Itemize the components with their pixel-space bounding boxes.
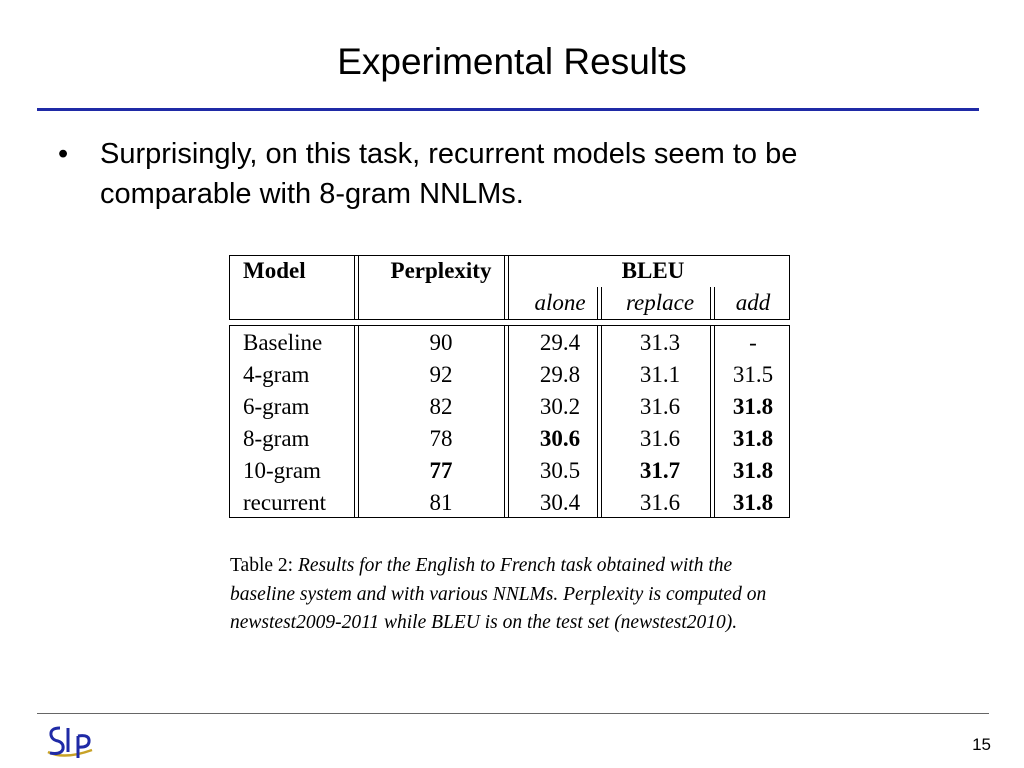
cell-replace: 31.1 <box>639 362 681 387</box>
cell-replace: 31.6 <box>639 394 681 419</box>
slide-title: Experimental Results <box>337 41 687 82</box>
bullet-text-line: Surprisingly, on this task, recurrent models seem to be <box>100 138 798 170</box>
table-row <box>229 455 791 487</box>
cell-alone: 29.8 <box>539 362 581 387</box>
cell-perplexity: 78 <box>429 426 453 451</box>
cell-add: 31.5 <box>732 362 774 387</box>
bullet-text <box>100 134 958 214</box>
cell-alone: 29.4 <box>539 330 581 355</box>
cell-model: 8-gram <box>243 426 310 451</box>
cell-alone: 30.5 <box>539 458 581 483</box>
page-number: 15 <box>972 735 991 754</box>
bullet-item <box>58 134 958 214</box>
cell-model: 4-gram <box>243 362 310 387</box>
cell-add: 31.8 <box>732 458 774 483</box>
table-caption <box>230 552 790 638</box>
table-row <box>229 359 791 391</box>
table-row <box>229 487 791 519</box>
cell-perplexity: 90 <box>429 330 453 355</box>
results-table <box>229 255 791 519</box>
header-add: add <box>735 290 771 315</box>
header-bleu: BLEU <box>621 258 685 283</box>
cell-add: - <box>749 330 757 355</box>
table-row <box>229 391 791 423</box>
table-row <box>229 327 791 359</box>
bullet-marker: • <box>58 138 69 170</box>
cell-add: 31.8 <box>732 394 774 419</box>
header-model: Model <box>243 258 306 283</box>
cell-replace: 31.7 <box>639 458 681 483</box>
cell-model: recurrent <box>243 490 326 515</box>
cell-perplexity: 77 <box>429 458 453 483</box>
header-replace: replace <box>625 290 695 315</box>
cell-replace: 31.6 <box>639 426 681 451</box>
caption-text: Results for the English to French task obtained with the baseline system and with various NNLMs. Perplexity is computed on newstest2009-2011 while BLEU is on the test set (newstest2010). <box>230 555 767 633</box>
cell-replace: 31.3 <box>639 330 681 355</box>
cell-add: 31.8 <box>732 490 774 515</box>
header-perplexity: Perplexity <box>390 258 492 283</box>
table-subheader-row <box>229 287 791 319</box>
cell-model: 6-gram <box>243 394 310 419</box>
table-row <box>229 423 791 455</box>
slp-logo <box>44 722 96 762</box>
cell-alone: 30.2 <box>539 394 581 419</box>
header-alone: alone <box>534 290 586 315</box>
cell-replace: 31.6 <box>639 490 681 515</box>
caption-label: Table 2: <box>230 555 294 576</box>
cell-perplexity: 92 <box>429 362 453 387</box>
bullet-list <box>58 134 958 214</box>
table-header-row <box>229 255 791 287</box>
bullet-text-line: comparable with 8-gram NNLMs. <box>100 178 524 210</box>
title-divider <box>37 108 979 111</box>
cell-model: Baseline <box>243 330 323 355</box>
cell-alone: 30.4 <box>539 490 581 515</box>
cell-perplexity: 82 <box>429 394 453 419</box>
cell-perplexity: 81 <box>429 490 453 515</box>
footer-divider <box>37 713 989 714</box>
cell-model: 10-gram <box>243 458 321 483</box>
cell-add: 31.8 <box>732 426 774 451</box>
cell-alone: 30.6 <box>539 426 581 451</box>
